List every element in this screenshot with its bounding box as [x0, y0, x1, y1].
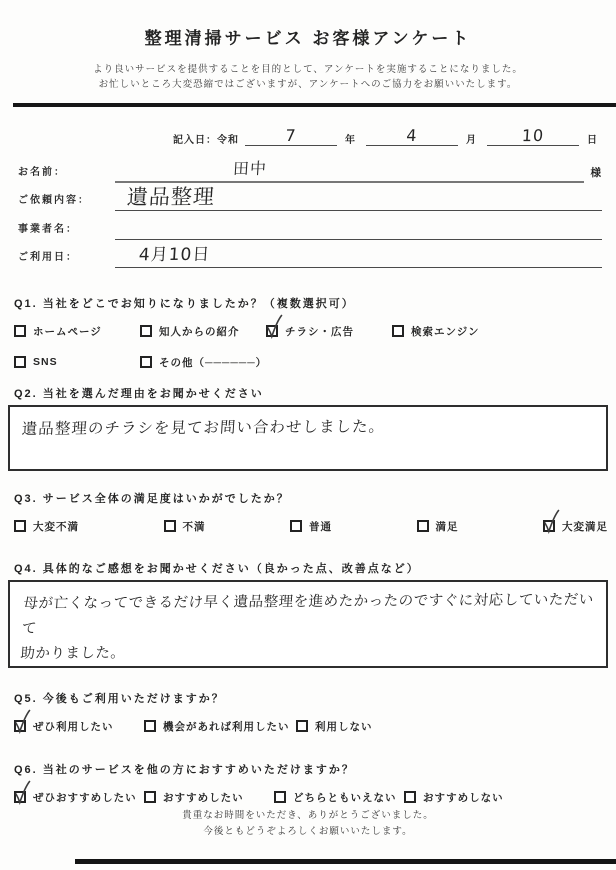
use-date-field[interactable] [115, 240, 602, 269]
checkbox[interactable] [266, 325, 278, 337]
checkmark-icon [13, 779, 31, 805]
option-not-recommend[interactable]: おすすめしない [404, 790, 504, 805]
month-unit-label: 月 [466, 135, 477, 146]
checkbox[interactable] [274, 791, 286, 803]
checkbox[interactable] [14, 325, 26, 337]
year-unit-label: 年 [345, 135, 356, 146]
checkbox[interactable] [164, 520, 176, 532]
request-value: 遺品整理 [126, 184, 216, 210]
thank-you-line-2: 今後ともどうぞよろしくお願いいたします。 [203, 826, 413, 837]
q4-heading: Q4. 具体的なご感想をお聞かせください（良かった点、改善点など） [14, 563, 420, 575]
date-prefix-label: 記入日：令和 [173, 135, 239, 146]
checkmark-icon [265, 313, 283, 339]
checkbox[interactable] [144, 720, 156, 732]
request-field[interactable] [115, 183, 602, 212]
checkbox[interactable] [140, 356, 152, 368]
name-honorific-label: 様 [590, 166, 602, 179]
use-date-value: 4月10日 [138, 244, 211, 266]
day-unit-label: 日 [587, 135, 598, 146]
day-value: 10 [521, 125, 545, 146]
option-satisfied[interactable]: 満足 [417, 519, 459, 534]
request-label: ご依頼内容： [18, 195, 90, 206]
year-value: 7 [284, 125, 298, 146]
q4-answer-text: 母が亡くなってできるだけ早く遺品整理を進めたかったのですぐに対応していただいて 助かりました。 [19, 592, 595, 662]
option-very-satisfied[interactable]: 大変満足 [543, 519, 608, 534]
option-very-dissatisfied[interactable]: 大変不満 [14, 519, 79, 534]
q1-heading: Q1. 当社をどこでお知りになりましたか？（複数選択可） [14, 298, 355, 310]
name-field[interactable] [115, 154, 584, 183]
option-search-engine[interactable]: 検索エンジン [392, 324, 479, 339]
option-neutral-satisfaction[interactable]: 普通 [290, 519, 332, 534]
thank-you-text [0, 808, 616, 840]
option-definitely-use-again[interactable]: ぜひ利用したい [14, 719, 144, 734]
checkbox[interactable] [14, 720, 26, 732]
checkmark-icon [542, 508, 560, 534]
q5-heading: Q5. 今後もご利用いただけますか？ [14, 693, 225, 705]
name-label: お名前： [18, 166, 66, 178]
option-neither-recommend[interactable]: どちらともいえない [274, 790, 404, 805]
q2-heading: Q2. 当社を選んだ理由をお聞かせください [14, 388, 264, 400]
option-not-use[interactable]: 利用しない [296, 719, 373, 734]
page-title: 整理清掃サービス お客様アンケート [144, 29, 472, 48]
checkbox[interactable] [140, 325, 152, 337]
q6-options-row [0, 789, 616, 805]
checkbox[interactable] [144, 791, 156, 803]
company-label: 事業者名： [18, 223, 78, 235]
name-value: 田中 [232, 158, 268, 178]
use-date-field-row [18, 240, 602, 269]
month-field[interactable] [366, 124, 458, 146]
checkbox[interactable] [296, 720, 308, 732]
month-value: 4 [405, 125, 419, 146]
q3-heading: Q3. サービス全体の満足度はいかがでしたか？ [14, 493, 290, 505]
checkbox[interactable] [290, 520, 302, 532]
name-field-row [18, 154, 602, 183]
request-field-row [18, 183, 602, 212]
company-field-row [18, 211, 602, 240]
option-flyer-ad[interactable]: チラシ・広告 [266, 324, 392, 339]
q5-options-row [0, 718, 616, 734]
q3-options-row [0, 518, 616, 534]
fill-date-row [0, 122, 616, 146]
option-dissatisfied[interactable]: 不満 [164, 519, 206, 534]
option-recommend[interactable]: おすすめしたい [144, 790, 274, 805]
intro-line-2: お忙しいところ大変恐縮ではございますが、アンケートへのご協力をお願いいたします。 [98, 79, 518, 90]
intro-text [0, 62, 616, 92]
option-other[interactable]: その他（──────） [140, 355, 267, 370]
q1-options-row-1 [0, 323, 616, 339]
checkbox[interactable] [543, 520, 555, 532]
checkbox[interactable] [417, 520, 429, 532]
company-field[interactable] [115, 211, 602, 240]
intro-line-1: より良いサービスを提供することを目的として、アンケートを実施することになりました。 [93, 64, 523, 75]
checkbox[interactable] [392, 325, 404, 337]
option-homepage[interactable]: ホームページ [14, 324, 140, 339]
checkmark-icon [13, 708, 31, 734]
bottom-divider [75, 859, 616, 864]
day-field[interactable] [487, 124, 579, 146]
option-sns[interactable]: SNS [14, 356, 140, 368]
checkbox[interactable] [404, 791, 416, 803]
option-definitely-recommend[interactable]: ぜひおすすめしたい [14, 790, 144, 805]
q2-answer-text: 遺品整理のチラシを見てお問い合わせしました。 [21, 417, 386, 438]
q6-heading: Q6. 当社のサービスを他の方におすすめいただけますか？ [14, 764, 355, 776]
checkbox[interactable] [14, 356, 26, 368]
checkbox[interactable] [14, 520, 26, 532]
year-field[interactable] [245, 124, 337, 146]
option-use-if-chance[interactable]: 機会があれば利用したい [144, 719, 296, 734]
use-date-label: ご利用日： [18, 252, 78, 263]
option-referral[interactable]: 知人からの紹介 [140, 324, 266, 339]
checkbox[interactable] [14, 791, 26, 803]
customer-info-fields [0, 154, 616, 268]
q4-answer-box[interactable] [8, 580, 608, 668]
top-divider [13, 103, 616, 107]
thank-you-line-1: 貴重なお時間をいただき、ありがとうございました。 [182, 810, 434, 821]
q2-answer-box[interactable] [8, 405, 608, 471]
q1-options-row-2 [0, 354, 616, 370]
